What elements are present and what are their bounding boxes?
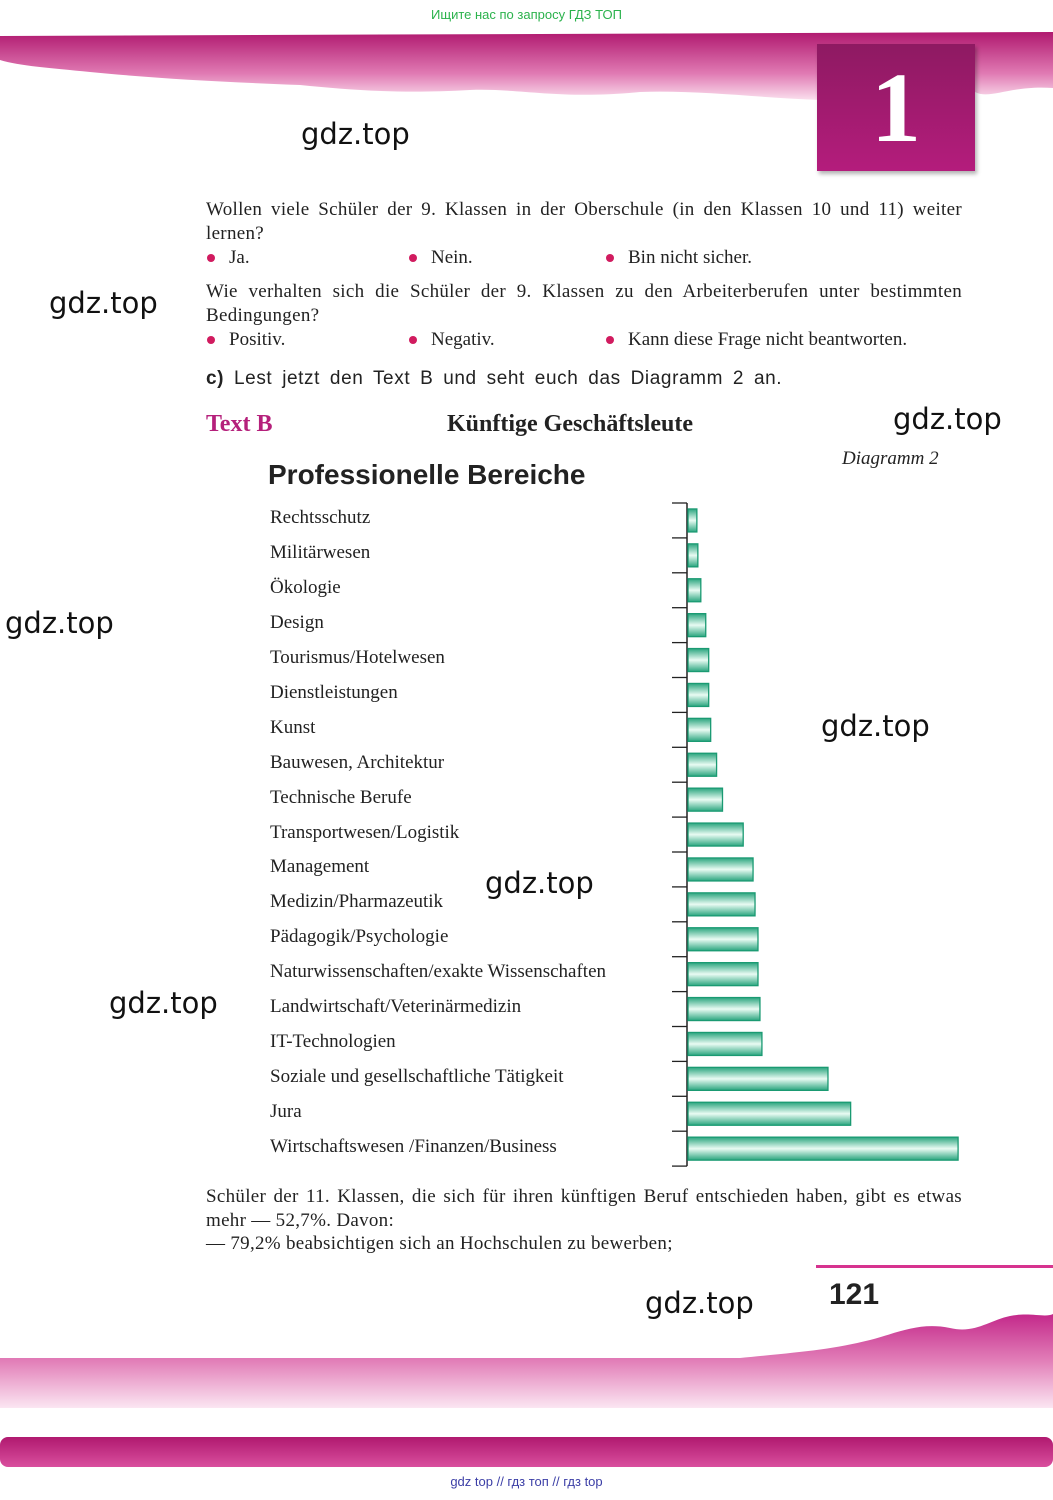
chart-bar — [688, 893, 755, 916]
chart-category-label: Tourismus/Hotelwesen — [270, 647, 445, 669]
watermark: gdz.top — [109, 986, 218, 1020]
task-c — [206, 368, 782, 390]
chart-bar — [688, 823, 743, 846]
chart-bar — [688, 683, 709, 706]
chart-bar — [688, 963, 758, 986]
chart-bar — [688, 718, 711, 741]
chart-bar — [688, 1137, 958, 1160]
chart-category-label: Design — [270, 612, 324, 634]
chart-category-label: Kunst — [270, 716, 316, 738]
bar-chart — [660, 495, 980, 1175]
chart-title: Professionelle Bereiche — [268, 459, 586, 490]
watermark: gdz.top — [821, 709, 930, 743]
footer-decorative-band — [0, 1310, 1053, 1470]
chart-category-label: Landwirtschaft/Veterinärmedizin — [270, 996, 522, 1018]
page-number-rule — [816, 1265, 1053, 1268]
chart-bar — [688, 1032, 762, 1055]
chart-category-label: Technische Berufe — [270, 786, 412, 808]
chart-bar — [688, 579, 701, 602]
chart-bar — [688, 614, 706, 637]
chart-y-axis — [672, 503, 687, 1166]
diagram-label: Diagramm 2 — [842, 448, 939, 469]
option-unsure: Bin nicht sicher. — [628, 247, 753, 268]
bottom-links[interactable]: gdz top // гдз топ // гдз top — [450, 1474, 603, 1489]
chart-category-label: Bauwesen, Architektur — [270, 751, 445, 773]
chart-bar — [688, 753, 717, 776]
question-2-text: Wie verhalten sich die Schüler der 9. Klassen zu den Arbeiterberufen unter bestimmten Bedingungen? — [206, 281, 962, 326]
chart-category-label: Dienstleistungen — [270, 681, 398, 703]
chart-category-label: Wirtschaftswesen /Finanzen/Business — [270, 1135, 557, 1157]
chart-bar — [688, 649, 709, 672]
chart-category-label: Transportwesen/Logistik — [270, 821, 460, 843]
watermark: gdz.top — [301, 117, 410, 151]
closing-item: — 79,2% beabsichtigen sich an Hochschulen zu bewerben; — [206, 1233, 673, 1254]
watermark: gdz.top — [5, 606, 114, 640]
chart-category-label: Soziale und gesellschaftliche Tätigkeit — [270, 1065, 564, 1087]
task-c-label: c) — [206, 368, 225, 389]
closing-paragraph: Schüler der 11. Klassen, die sich für ihren künftigen Beruf entschieden haben, gibt es etwas mehr — 52,7%. Davon: — [206, 1186, 962, 1231]
watermark: gdz.top — [645, 1286, 754, 1320]
question-1-text: Wollen viele Schüler der 9. Klassen in der Oberschule (in den Klassen 10 und 11) weiter lernen? — [206, 199, 962, 244]
watermark: gdz.top — [893, 402, 1002, 436]
page-number: 121 — [829, 1278, 880, 1311]
option-no: Nein. — [431, 247, 473, 268]
watermark: gdz.top — [485, 866, 594, 900]
watermark: gdz.top — [49, 286, 158, 320]
option-yes: Ja. — [229, 247, 250, 268]
chart-category-label: Jura — [270, 1100, 302, 1122]
top-search-hint[interactable]: Ищите нас по запросу ГДЗ ТОП — [431, 7, 622, 22]
chart-bar — [688, 928, 758, 951]
chart-category-label: Naturwissenschaften/exakte Wissenschaften — [270, 961, 607, 983]
option-cannot-answer: Kann diese Frage nicht beantworten. — [628, 329, 908, 350]
option-positive: Positiv. — [229, 329, 286, 350]
chart-category-label: Medizin/Pharmazeutik — [270, 891, 444, 913]
option-negative: Negativ. — [431, 329, 495, 350]
chart-bar — [688, 998, 760, 1021]
chart-category-label: Pädagogik/Psychologie — [270, 926, 449, 948]
chart-bar — [688, 858, 753, 881]
chart-bar — [688, 544, 698, 567]
chart-bar — [688, 509, 697, 532]
chart-category-label: Rechtsschutz — [270, 507, 371, 529]
chart-bar — [688, 1067, 828, 1090]
chart-bar — [688, 1102, 851, 1125]
task-c-text: Lest jetzt den Text B und seht euch das Diagramm 2 an. — [234, 368, 783, 389]
text-b-label: Text B — [206, 411, 273, 437]
text-b-title: Künftige Geschäftsleute — [447, 411, 693, 437]
chart-category-label: Management — [270, 856, 370, 878]
chart-category-label: IT-Technologien — [270, 1030, 396, 1052]
chart-category-label: Ökologie — [270, 577, 341, 599]
chart-category-label: Militärwesen — [270, 542, 371, 564]
chart-bar — [688, 788, 723, 811]
chapter-number-badge: 1 — [817, 44, 975, 171]
